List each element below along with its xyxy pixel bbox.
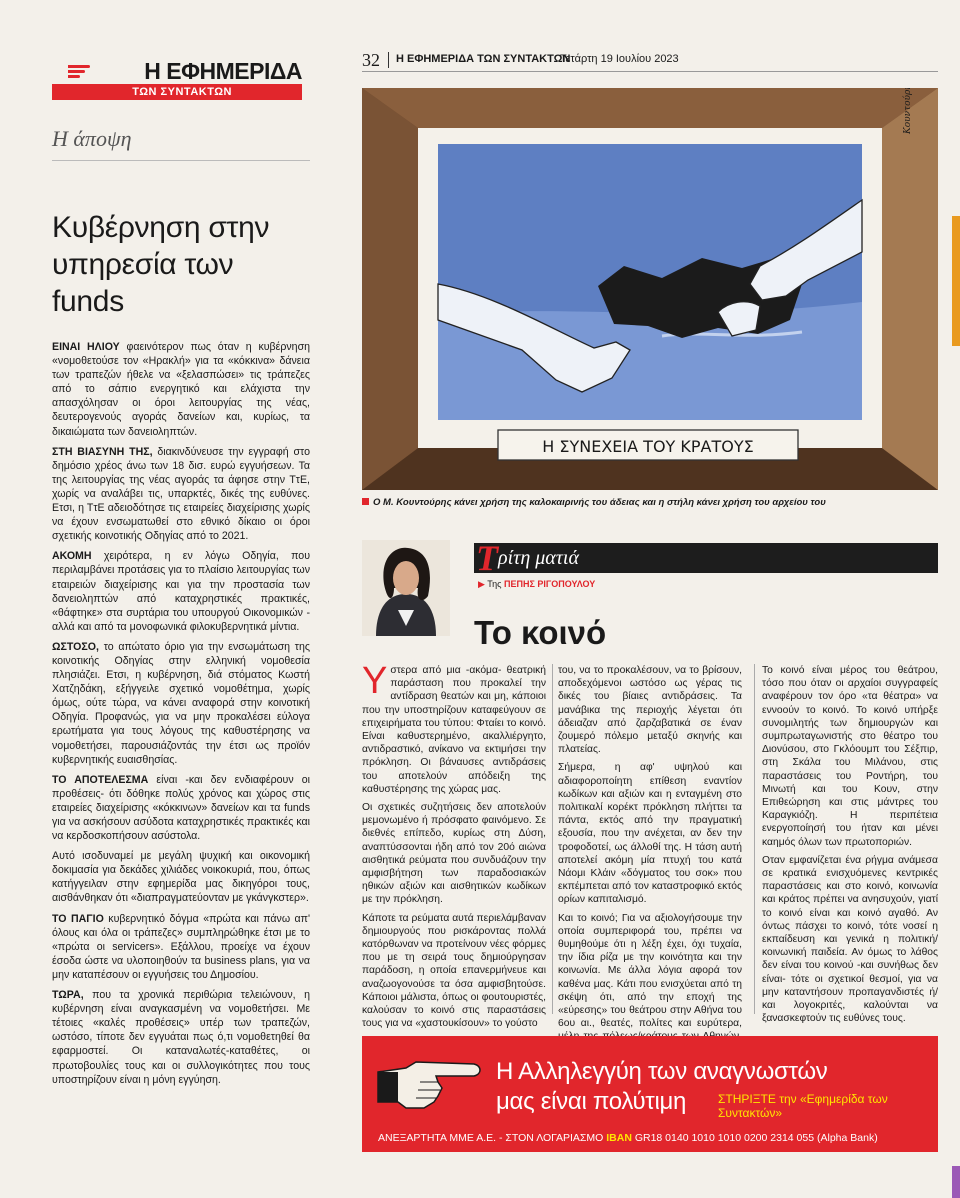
paragraph-text: στερα από μια -ακόμα- θεατρική παράσταση που προκαλεί την αντίδραση θεατών και μη, κάποιοι που την υποστηρίζουν καταφεύγουν σε επιχειρήματα του τύπου: Φταίει το κοινό. Είναι καθυστερημένο, ακαλλιέργητο, αντιδραστικό, ανίκανο να εκτιμήσει την πρόκληση. Οι βάναυσες αντιδράσεις του αποτελούν απόδειξη της καθυστέρησης της χώρας μας. (362, 665, 546, 795)
cartoon-caption (362, 497, 938, 508)
editorial-paragraph (52, 912, 310, 982)
caption-square-icon (362, 498, 369, 505)
paragraph-lead: ΤΩΡΑ, (52, 989, 84, 1002)
caption-text: Ο Μ. Κουντούρης κάνει χρήση της καλοκαιρινής του άδειας και η στήλη κάνει χρήση του αρχείου του (373, 497, 826, 508)
edge-marker (952, 216, 960, 346)
column-paragraph (558, 761, 742, 906)
paragraph-lead: ΤΟ ΠΑΓΙΟ (52, 912, 104, 925)
paragraph-text: Σήμερα, η αφ' υψηλού και αδιαφοροποίητη επίθεση εναντίον κωδίκων και αξιών και η ενταγμένη στο πολιτικαλί κορέκτ πρόκληση πλήττει τα πάντα, εκτός από την πραγματική εξουσία, που την ανέχεται, αν δεν την τροφοδοτεί, ως άλλοθί της. Η τάση αυτή αποτελεί ακόμη μία πτυχή του κατά Νάομι Κλάιν «δόγματος του σοκ» που εκπέμπεται από τον καταστροφικό εκτός ορίων καπιταλισμό. (558, 762, 742, 906)
column-paragraph (362, 912, 546, 1031)
editorial-title: Κυβέρνηση στην υπηρεσία των funds (52, 211, 270, 318)
editorial-paragraph (52, 640, 310, 767)
column-divider (552, 664, 553, 1014)
paper-name: Η ΕΦΗΜΕΡΙΔΑ ΤΩΝ ΣΥΝΤΑΚΤΩΝ (396, 53, 571, 65)
masthead[interactable] (52, 58, 310, 102)
editorial-paragraph (52, 445, 310, 544)
edge-marker (952, 1166, 960, 1198)
ad-iban: GR18 0140 1010 1010 0200 2314 055 (631, 1132, 815, 1144)
editorial-paragraph (52, 773, 310, 843)
column-divider (754, 664, 755, 1014)
column-title: Το κοινό (474, 614, 607, 651)
paragraph-lead: ΑΚΟΜΗ (52, 550, 92, 563)
editorial-paragraph (52, 849, 310, 905)
ad-company: ΑΝΕΞΑΡΤΗΤΑ ΜΜΕ Α.Ε. - ΣΤΟΝ ΛΟΓΑΡΙΑΣΜΟ (378, 1132, 607, 1144)
column-paragraph (362, 801, 546, 907)
ad-bank: (Alpha Bank) (814, 1132, 878, 1144)
byline (478, 579, 595, 590)
paragraph-text: κυβερνητικό δόγμα «πρώτα και πάνω απ' όλους και όλα οι τράπεζες» συμπληρώθηκε έτσι με το «πρώτα οι servicers». Εξάλλου, προείχε να έχουν έσοδα ώστε να υλοποιηθούν τα business plans, για να μην καταπέσουν οι εγγυήσεις του Δημοσίου. (52, 912, 310, 981)
paragraph-lead: ΣΤΗ ΒΙΑΣΥΝΗ ΤΗΣ, (52, 445, 153, 458)
issue-date: Τετάρτη 19 Ιουλίου 2023 (560, 53, 679, 65)
page-number: 32 (362, 50, 380, 70)
column-body (362, 660, 938, 1030)
editorial-paragraph (52, 988, 310, 1087)
column-header-text: ρίτη ματιά (498, 547, 579, 569)
ad-iban-label: IBAN (606, 1132, 632, 1144)
paragraph-text: είναι -και δεν ενδιαφέρουν οι προθέσεις- ότι δόθηκε πολύς χρόνος και χώρος στις εταιρείες διαχείρισης «κόκκινων» δανείων και τα funds για να ασκήσουν ασύδοτα καταχρηστικές πρακτικές και να κερδοσκοπήσουν ασύστολα. (52, 773, 310, 843)
paragraph-text: Το κοινό είναι μέρος του θεάτρου, τόσο που όταν οι αρχαίοι συγγραφείς αναφέρουν τον όρο «τα θέατρα» να εννοούν το κοινό. Το κοινό υπήρξε συνομιλητής των δημιουργών και συμπρωταγωνιστής στο θέατρο του Διονύσου, στο Γκλόουμπ του Σέξπιρ, στη Σκάλα του Μιλάνου, στις παραστάσεις του Ροντήρη, του Μινωτή και του Κουν, στην Επιθεώρηση και στις μάντρες του Καραγκιόζη. Η περιπέτεια ενεργοποίησή του ήταν και μένει καημός όλων των πρωτοποριών. (762, 665, 938, 848)
drop-cap: Υ (362, 660, 388, 702)
column-text-1 (362, 660, 546, 1035)
cartoon-signature: Κουντούρης (903, 88, 913, 134)
section-label: Η άποψη (52, 126, 310, 161)
paragraph-text: Κάποτε τα ρεύματα αυτά περιελάμβαναν δημιουργούς που ρισκάροντας πολλά κατόρθωναν να προτείνουν νέες φόρμες που με τη σειρά τους δημιούργησαν παράδοση, η οποία επανερμήνευε και αναζωογονούσε τα όσα αμφισβητούσε. Κάποιοι μάλιστα, όπως οι φουτουριστές, καλούσαν το κοινό στις παραστάσεις τους για να «χαστουκίσουν» το γούστο (362, 912, 546, 1030)
header-divider (388, 52, 389, 68)
paragraph-text: Οταν εμφανίζεται ένα ρήγμα ανάμεσα σε κρατικά ενισχυόμενες κεντρικές παραστάσεις και στο κοινό, κοινωνία και κράτος πρέπει να ανησυχούν, γιατί το κοινό είναι και κοινό αγαθό. Αν όντως πάσχει το κοινό, τότε νοσεί η εκπαίδευση και γενικά η πολιτική/κοινωνική παιδεία. Αν όμως το λάθος δεν είναι του κοινού -και συνήθως δεν είναι- τότε οι σχετικοί θεσμοί, για να μην καταντήσουν προπαγανδιστές ή/και λογοκριτές, καλούνται να ξανασκεφτούν τις ευθύνες τους. (762, 854, 938, 1025)
column-text-3 (762, 664, 938, 1030)
cartoon-label: Η ΣΥΝΕΧΕΙΑ ΤΟΥ ΚΡΑΤΟΥΣ (542, 437, 754, 456)
pointing-hand-icon (376, 1058, 484, 1112)
ad-subheadline: μας είναι πολύτιμη (496, 1088, 687, 1115)
ad-account-info (378, 1132, 878, 1144)
paragraph-text: το απώτατο όριο για την ενσωμάτωση της κοινοτικής Οδηγίας στην ελληνική νομοθεσία πλησιάζει. Ετσι, η κυβέρνηση, διά στόματος Κωστή Χατζηδάκη, εξήγγειλε σχετικό νομοθέτημα, χωρίς όμως, ούτε τώρα, να κάνει αναφορά στην κοινοτική Οδηγία. Προφανώς, για να μην προκαλέσει εύλογα ερωτήματα για τους λόγους της καθυστέρησης να νομοθετήσει, παρουσιάζοντάς την έτσι ως προϊόν κυβερνητικής ευαισθησίας. (52, 640, 310, 766)
column-paragraph (762, 854, 938, 1026)
editorial-paragraph (52, 340, 310, 439)
paragraph-lead: ΕΙΝΑΙ ΗΛΙΟΥ (52, 341, 120, 353)
paragraph-text: χειρότερα, η εν λόγω Οδηγία, που περιλαμβάνει προτάσεις για το πλαίσιο λειτουργίας των εταιρειών διαχείρισης και για την προστασία των δανειοληπτών από καταχρηστικές πρακτικές, «θάφτηκε» στα συρτάρια του υπουργού Οικονομικών - αλλά και από τα μονοφωνικά φιλοκυβερνητικά μίντια. (52, 550, 310, 633)
page-header (362, 50, 938, 72)
editorial-paragraph (52, 549, 310, 634)
ad-headline: Η Αλληλεγγύη των αναγνωστών (496, 1058, 828, 1085)
column-header-initial: Τ (476, 538, 498, 578)
paragraph-text: Και το κοινό; Για να αξιολογήσουμε την οποία συμπεριφορά του, πρέπει να θυμηθούμε ότι η λέξη έχει, όχι τυχαία, την ίδια ρίζα με την κοινότητα και την κοινωνία. Με άλλα λόγια αφορά τον καθένα μας. Κάτι που ενισχύεται από τη σκέψη ότι, από την εποχή της «εύρεσης» του θεάτρου στην Αθήνα του 6ου αι., θεατές, πολίτες και ευρύτερα, (558, 912, 742, 1030)
paragraph-text: που τα χρονικά περιθώρια τελειώνουν, η κυβέρνηση είναι αναγκασμένη να νομοθετήσει. Με τέτοιες «καλές προθέσεις» υπέρ των τραπεζών, ωστόσο, τίποτε δεν εγγυάται πως ό,τι νομοθετηθεί θα εφαρμοστεί. Οι καταναλωτές-καταθέτες, οι πρωτοβουλίες τους και οι συλλογικότητες που τους υποστηρίζουν είναι η μόνη εγγύηση. (52, 989, 310, 1086)
byline-prefix: Της (487, 579, 504, 589)
editorial-body (52, 340, 310, 1087)
opinion-column (52, 58, 310, 1093)
byline-arrow-icon: ▶ (478, 579, 485, 589)
paragraph-lead: ΤΟ ΑΠΟΤΕΛΕΣΜΑ (52, 773, 149, 786)
masthead-subtitle: ΤΩΝ ΣΥΝΤΑΚΤΩΝ (52, 84, 302, 100)
solidarity-ad[interactable] (362, 1036, 938, 1152)
column-text-2 (558, 664, 742, 1062)
paragraph-text: Οι σχετικές συζητήσεις δεν αποτελούν μεμονωμένο ή πρόσφατο φαινόμενο. Σε διεθνές επίπεδο, κυρίως στη Δύση, αναπτύσσονται ήδη από τον 20ό αιώνα αισθητικά ρεύματα που συνδυάζουν την αμφισβήτηση των παραδοσιακών ηθικών αξιών και αισθητικών κωδίκων με την πρόκληση. (362, 802, 546, 906)
column-paragraph (762, 664, 938, 849)
column-paragraph (558, 664, 742, 756)
paragraph-text: του, να το προκαλέσουν, να το βρίσουν, αποδεχόμενοι ωστόσο ως γέρας τις δικές του βίαιες αντιδράσεις. Τα μανάβικα της περιοχής λέγεται ότι άδειαζαν από ζαρζαβατικά σε έναν ζουμερό πόλεμο μεταξύ σκηνής και πλατείας. (558, 665, 742, 756)
cartoon (362, 88, 938, 490)
paragraph-text: Αυτό ισοδυναμεί με μεγάλη ψυχική και οικονομική δοκιμασία για δεκάδες χιλιάδες νοικοκυριά, που, όπως κατήγγειλαν στην εφημερίδα μας δικηγόροι τους, αισθάνθηκαν ότι «διαπραγματεύονταν με γκάνγκστερ». (52, 850, 310, 905)
cartoon-drawing (362, 88, 938, 490)
author-photo (362, 540, 450, 636)
column-paragraph (362, 660, 546, 796)
paragraph-text: διακινδύνευσε την εγγραφή στο δημόσιο χρέος άνω των 18 δισ. ευρώ εγγυήσεων. Τα της λειτουργίας της νέας αγοράς τα άφησε στην ΤτΕ, χωρίς να αναλάβει τις, υπαρκτές, δικές της ευθύνες. Ετσι, η ΤτΕ αδειοδότησε τις εταιρείες διαχείρισης χωρίς να έχουν ενσωματωθεί στο εθνικό δίκαιο οι όροι σχετικής κοινοτικής Οδηγίας από το 2021. (52, 445, 310, 543)
masthead-name: Η ΕΦΗΜΕΡΙΔΑ (144, 58, 302, 84)
paragraph-text: φαεινότερον πως όταν η κυβέρνηση «νομοθετούσε τον «Ηρακλή» για τα «κόκκινα» δάνεια των τραπεζών ήθελε να «ξελασπώσει» τις τράπεζες από το σάπιο ενεργητικό και ελάχιστα την απασχόλησαν οι όροι λειτουργίας της νέας, δευτερογενούς αγοράς δανείων και, κυρίως, τα δικαιώματα των δανειοληπτών. (52, 341, 310, 438)
ad-support-text: ΣΤΗΡΙΞΤΕ την «Εφημερίδα των Συντακτών» (718, 1092, 888, 1120)
column-header-bar (474, 538, 938, 578)
paragraph-lead: ΩΣΤΟΣΟ, (52, 640, 99, 653)
byline-author: ΠΕΠΗΣ ΡΙΓΟΠΟΥΛΟΥ (503, 579, 596, 589)
